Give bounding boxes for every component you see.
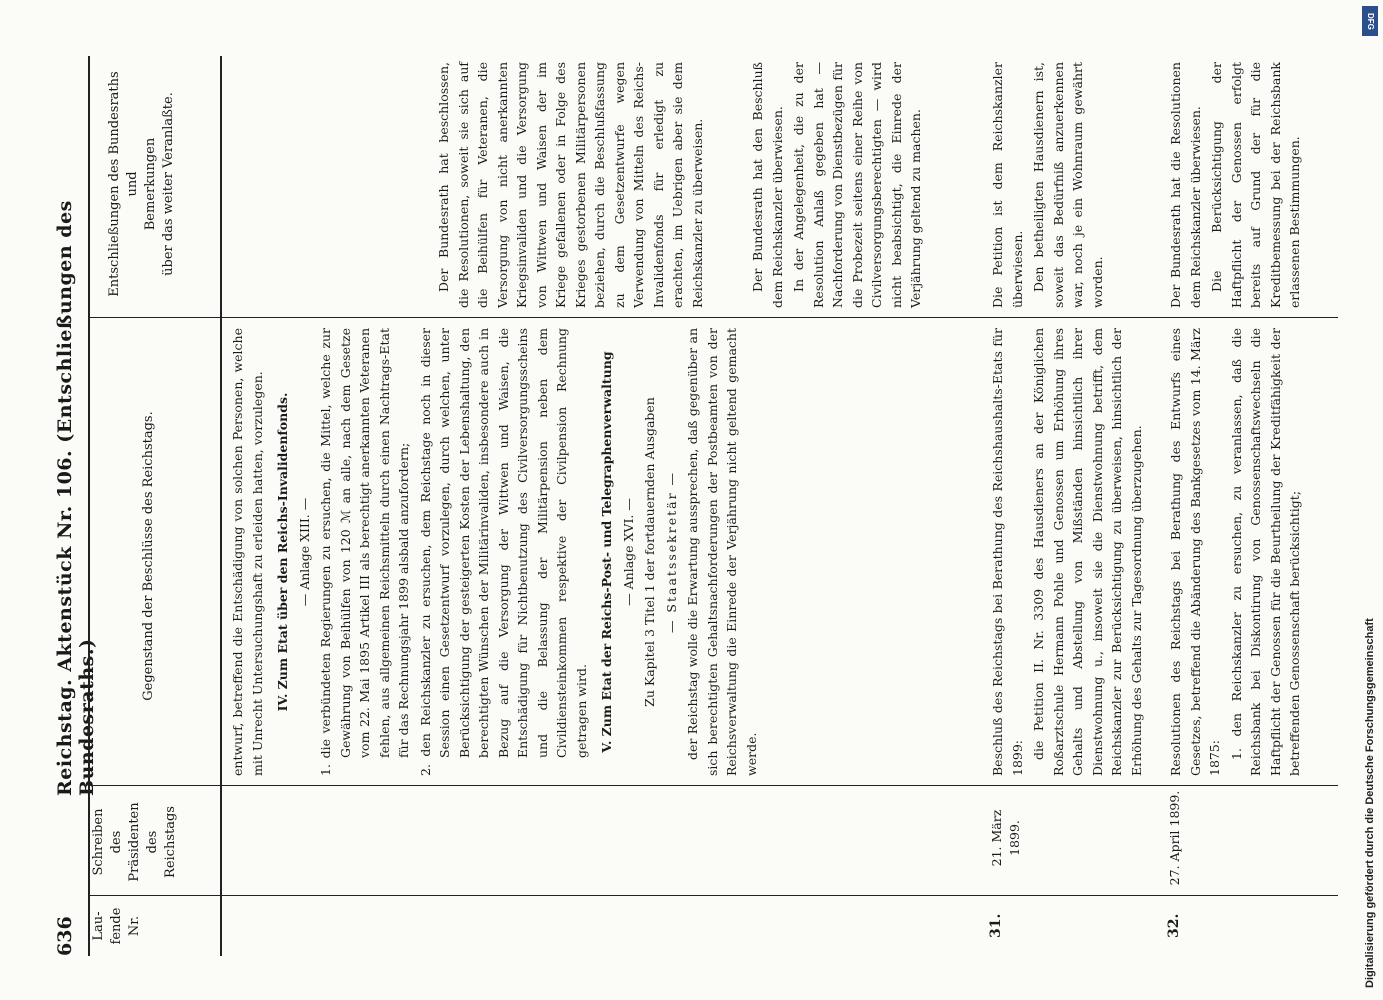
entry-31-text: die Petition II. Nr. 3309 des Hausdieners an der Königlichen Roßarztschule Hermann Pohle und Genossen um Erhöhung ihres Gehalts und Abstellung von Mißständen hinsichtlich ihrer Dienstwohnung u., insoweit sie die Dienstwohnung betrifft, dem Reichskanzler zur Berücksichtigung zu überweisen, hinsichtlich der Erhöhung des Gehalts zur Tagesordnung überzugehen.: [1031, 328, 1144, 776]
entry-31-entschl-2: Den betheiligten Hausdienern ist, soweit das Bedürfniß anzuerkennen war, noch je ein Wohnraum gewährt worden.: [1031, 62, 1105, 308]
section-v-ref: Zu Kapitel 3 Titel 1 der fortdauernden Ausgaben: [642, 397, 657, 707]
entry-31-entschl-1: Die Petition ist dem Reichskanzler überwiesen.: [990, 62, 1025, 308]
col-header-schreiben: Schreiben des Präsidenten des Reichstags: [91, 802, 178, 882]
entschl-iv-text: Der Bundesrath hat beschlossen, die Resolutionen, soweit sie sich auf die Beihülfen für Veteranen, die Versorgung von nicht anerkannten Kriegsinvaliden und die Versorgung von Wittwen und Waisen der im Kriege gefallenen oder in Folge des Krieges gestorbenen Militärpersonen beziehen, durch die Beschlußfassung zu dem Gesetzentwurfe wegen Verwendung von Mitteln des Reichs-Invalidenfonds für erledigt zu erachten, im Uebrigen aber sie dem Reichskanzler zu überweisen.: [436, 62, 705, 308]
page-title: Reichstag. Aktenstück Nr. 106. (Entschließungen des Bundesraths.): [54, 200, 98, 796]
column-header-rule: [220, 56, 222, 956]
entry-32-entschl-2: Die Berücksichtigung der Haftpflicht der Genossen erfolgt bereits auf Grund der für die Kreditbemessung bei der Reichsbank erlassenen Bestimmungen.: [1209, 62, 1302, 308]
entschliessungen-v: [748, 62, 928, 308]
entry-32-text: 1. den Reichskanzler zu ersuchen, zu veranlassen, daß die Reichsbank bei Diskontirung von Genossenschaftswechseln die Haftpflicht der Genossen für die Beurtheilung der Kreditfähigkeit der betreffenden Genossenschaft berücksichtigt;: [1228, 328, 1302, 776]
page-number: 636: [54, 916, 76, 956]
entry-32-date: 27. April 1899.: [1167, 790, 1182, 886]
section-v-title: V. Zum Etat der Reichs-Post- und Telegraphenverwaltung: [599, 351, 614, 753]
entry-31-number: 31.: [988, 913, 1004, 938]
entry-32-gegenstand: [1166, 328, 1307, 776]
section-iv-annex: — Anlage XIII. —: [296, 497, 312, 607]
section-iv-title: IV. Zum Etat über den Reichs-Invalidenfonds.: [275, 392, 290, 712]
entry-31-gegenstand: [988, 328, 1148, 776]
entry-32-number: 32.: [1166, 913, 1182, 938]
rotated-page: [48, 56, 1368, 956]
col-header-gegenstand: Gegenstand der Beschlüsse des Reichstags.: [141, 411, 156, 701]
entry-32-head: Resolutionen des Reichstags bei Berathung des Entwurfs eines Gesetzes, betreffend die Abänderung des Bankgesetzes vom 14. März 1875:: [1168, 328, 1222, 776]
list-item: 2. den Reichskanzler zu ersuchen, dem Reichstage noch in dieser Session einen Gesetzentwurf vorzulegen, durch welchen, unter Berücksichtigung der gesteigerten Kosten der Lebenshaltung, den berechtigten Wünschen der Militärinvaliden, insbesondere auch in Bezug auf die Versorgung der Wittwen und Waisen, die Entschädigung für Nichtbenutzung des Civilversorgungsscheins und die Belassung der Militärpension neben dem Civildiensteinkommen respektive der Civilpension Rechnung getragen wird.: [417, 328, 589, 776]
entschl-v2-text: In der Angelegenheit, die zu der Resolution Anlaß gegeben hat — Nachforderung von Dienstbezügen für die Probezeit seitens einer Reihe von Civilversorgungsberechtigten — wird nicht beabsichtigt, die Einrede der Verjährung geltend zu machen.: [791, 62, 923, 308]
entry-31-date: 21. März 1899.: [989, 809, 1022, 867]
digitization-credit: Digitalisierung gefördert durch die Deutsche Forschungsgemeinschaft: [1364, 618, 1376, 988]
entschl-v1-text: Der Bundesrath hat den Beschluß dem Reichskanzler überwiesen.: [750, 62, 785, 308]
column-divider: [90, 785, 1338, 786]
section-v-sub: — Staatssekretär —: [663, 470, 679, 634]
col-header-laufende-nr: Lau- fende Nr.: [91, 907, 142, 945]
intro-text: entwurf, betreffend die Entschädigung von solchen Personen, welche mit Unrecht Untersuchungshaft zu erleiden hatten, vorzulegen.: [230, 328, 265, 776]
section-v-annex: — Anlage XVI. —: [620, 498, 636, 606]
entry-31-head: Beschluß des Reichstags bei Berathung des Reichshaushalts-Etats für 1899:: [990, 328, 1025, 776]
section-iv-items: [316, 328, 591, 776]
entry-32-entschliessung: [1166, 62, 1307, 308]
section-v-text: der Reichstag wolle die Erwartung aussprechen, daß gegenüber an sich berechtigten Gehaltsnachforderungen der Postbeamten von der Reichsverwaltung die Einrede der Verjährung nicht geltend gemacht werde.: [685, 328, 759, 776]
dfg-logo: DFG: [1362, 6, 1378, 36]
col-header-entschliessungen: Entschließungen des Bundesraths und Bemerkungen über das weiter Veranlaßte.: [107, 71, 176, 297]
entry-32-entschl-1: Der Bundesrath hat die Resolutionen dem Reichskanzler überwiesen.: [1168, 62, 1203, 308]
entry-31-entschliessung: [988, 62, 1109, 308]
gegenstand-continuation: [228, 328, 763, 776]
list-item: 1. die verbündeten Regierungen zu ersuchen, die Mittel, welche zur Gewährung von Beihülfen von 120 ℳ an alle, nach dem Gesetze vom 22. Mai 1895 Artikel III als berechtigt anerkannten Veteranen fehlen, aus allgemeinen Reichsmitteln durch einen Nachtrags-Etat für das Rechnungsjahr 1899 alsbald anzufordern;: [318, 328, 411, 776]
entschliessungen-iv: [434, 62, 709, 308]
column-divider: [90, 317, 1338, 318]
column-divider: [90, 895, 1338, 896]
